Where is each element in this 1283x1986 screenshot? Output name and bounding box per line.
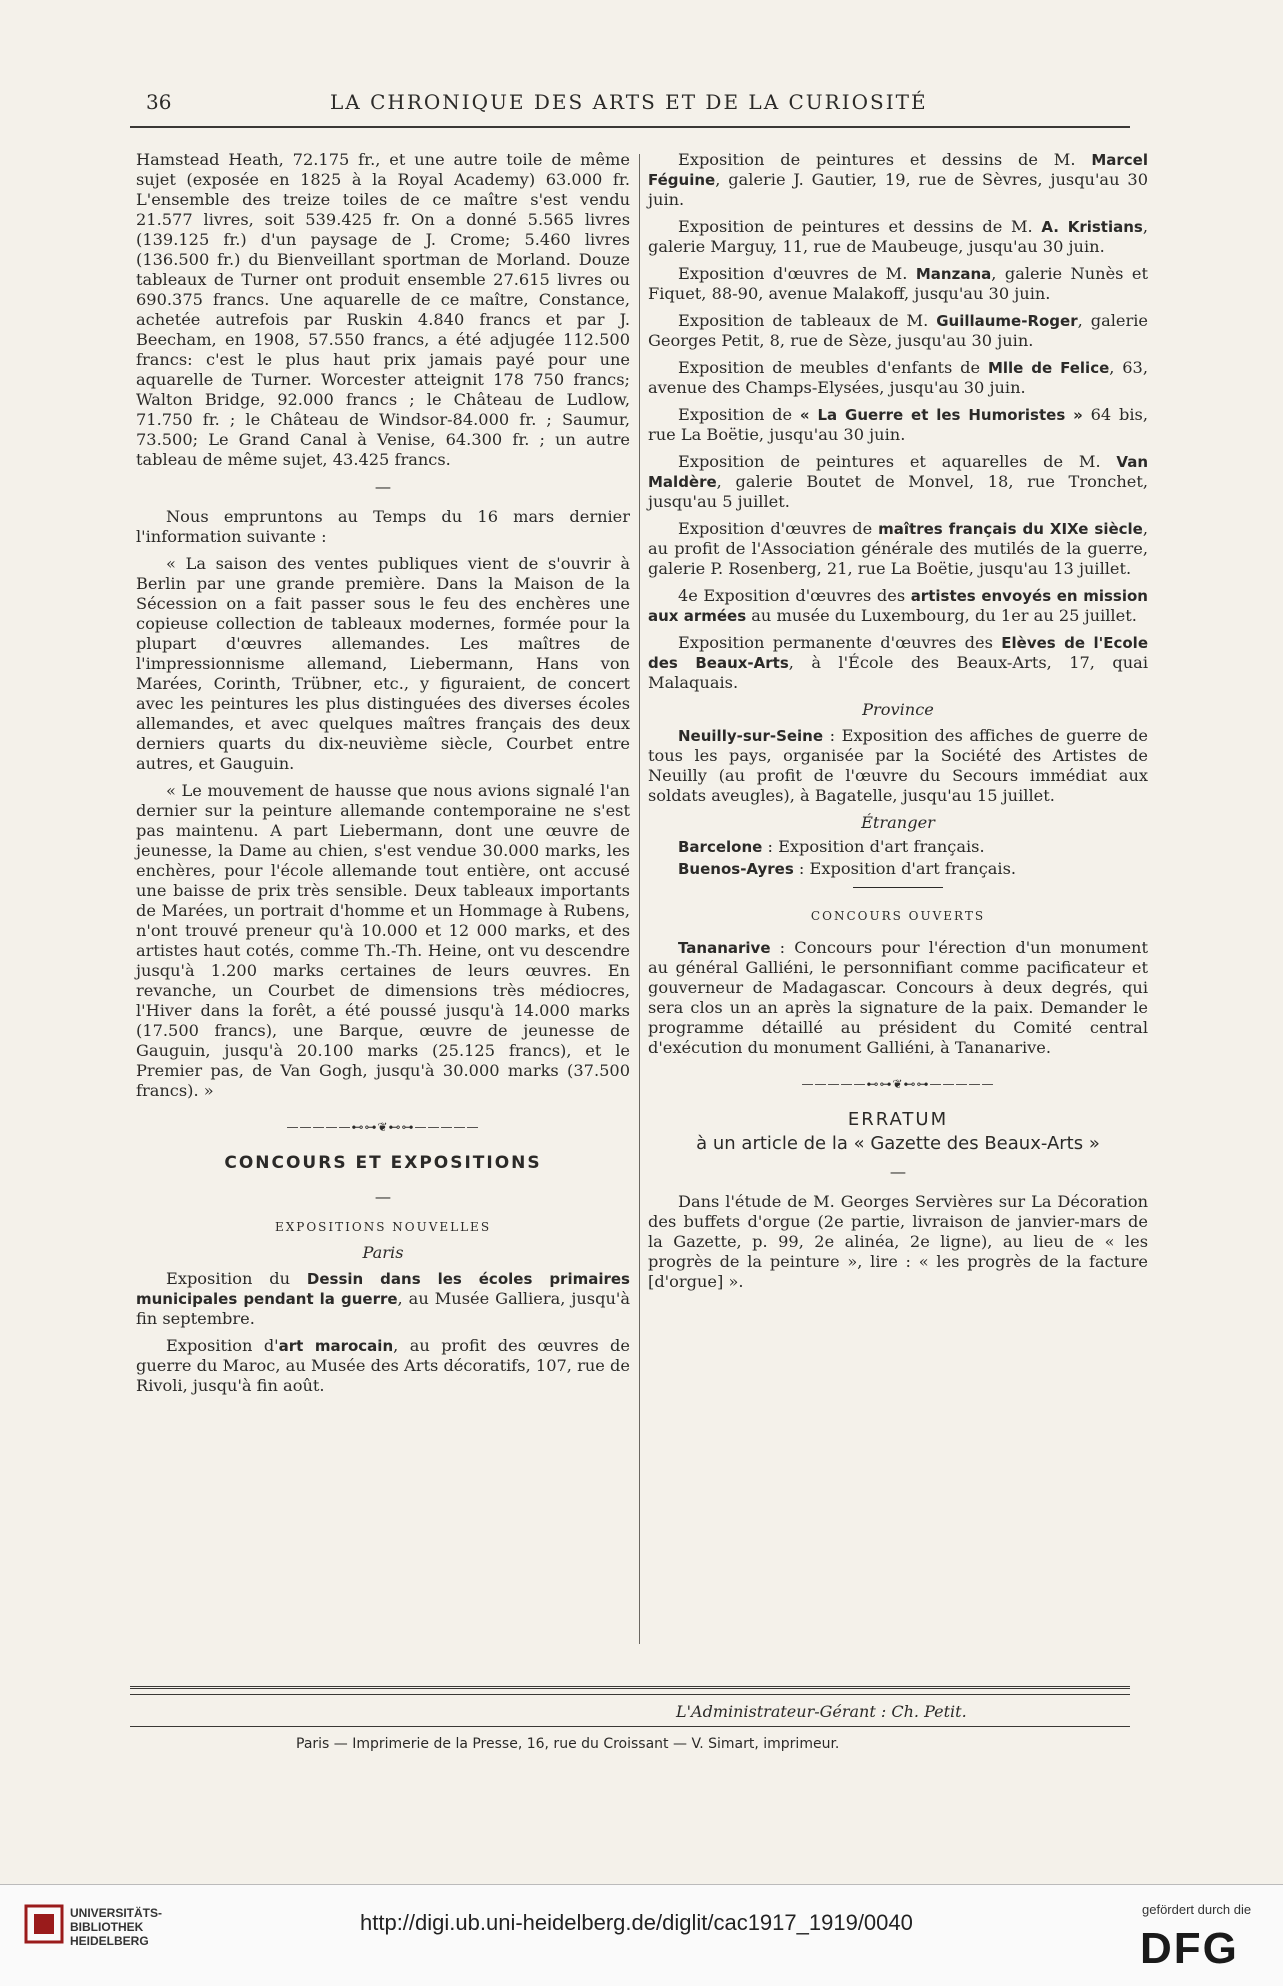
ornament-divider: —————⊷⊶❦⊷⊶—————: [801, 1077, 995, 1091]
exposition-item: Exposition de « La Guerre et les Humoristes » 64 bis, rue La Boëtie, jusqu'au 30 juin.: [648, 405, 1148, 444]
header-rule: [130, 126, 1130, 128]
column-rule: [639, 154, 640, 1644]
province-heading: Province: [862, 700, 934, 719]
erratum-text: Dans l'étude de M. Georges Servières sur La Décoration des buffets d'orgue (2e partie, livraison de janvier-mars de la Gazette, p. 99, 2e alinéa, 2e ligne), au lieu de « les progrès de la peinture », lire : « les progrès de la facture [d'orgue] ».: [648, 1192, 1148, 1291]
ornament-divider: —————⊷⊶❦⊷⊶—————: [286, 1120, 480, 1134]
exposition-item: Exposition d'œuvres de M. Manzana, galerie Nunès et Fiquet, 88-90, avenue Malakoff, jusqu'au 30 juin.: [648, 264, 1148, 303]
exposition-item: Exposition de peintures et aquarelles de M. Van Maldère, galerie Boutet de Monvel, 18, rue Tronchet, jusqu'au 5 juillet.: [648, 452, 1148, 511]
digitization-bar: [0, 1884, 1283, 1986]
exposition-item: Exposition permanente d'œuvres des Elèves de l'Ecole des Beaux-Arts, à l'École des Beaux-Arts, 17, quai Malaquais.: [648, 633, 1148, 692]
library-name: UNIVERSITÄTS- BIBLIOTHEK HEIDELBERG: [70, 1906, 163, 1948]
permalink-url[interactable]: http://digi.ub.uni-heidelberg.de/diglit/cac1917_1919/0040: [360, 1910, 913, 1935]
exposition-item: Exposition de tableaux de M. Guillaume-Roger, galerie Georges Petit, 8, rue de Sèze, jusqu'au 30 juin.: [648, 311, 1148, 350]
right-column: [648, 150, 1148, 1299]
footer-rule: [130, 1686, 1130, 1689]
section-title: CONCOURS ET EXPOSITIONS: [224, 1153, 542, 1173]
university-seal-icon: [22, 1902, 66, 1946]
running-header: [130, 86, 1130, 120]
exposition-item: Exposition d'œuvres de maîtres français du XIXe siècle, au profit de l'Association générale des mutilés de la guerre, galerie P. Rosenberg, 21, rue La Boëtie, jusqu'au 13 juillet.: [648, 519, 1148, 578]
paragraph-berlin-sale: « La saison des ventes publiques vient de s'ouvrir à Berlin par une grande première. Dans la Maison de la Sécession on a fait passer sous le feu des enchères une copieuse collection de tableaux modernes, formée pour la plupart d'œuvres allemandes. Les maîtres de l'impressionnisme allemand, Liebermann, Hans von Marées, Corinth, Trübner, etc., y figuraient, de concert avec les peintures les plus distinguées des diverses écoles allemandes, et avec quelques maîtres français des deux derniers quarts du dix-neuvième siècle, Courbet entre autres, et Gauguin.: [136, 554, 630, 773]
short-rule: [853, 887, 943, 888]
separator-dash: —: [889, 1162, 907, 1181]
imprint-line: Paris — Imprimerie de la Presse, 16, rue du Croissant — V. Simart, imprimeur.: [296, 1736, 840, 1752]
exposition-neuilly: Neuilly-sur-Seine : Exposition des affiches de guerre de tous les pays, organisée par la Société des Artistes de Neuilly (au profit de l'œuvre du Secours immédiat aux soldats aveugles), à Bagatelle, jusqu'au 15 juillet.: [648, 726, 1148, 805]
exposition-buenos-ayres: Buenos-Ayres : Exposition d'art français.: [678, 859, 1017, 878]
footer-rule: [130, 1726, 1130, 1727]
paragraph-turner-sales: Hamstead Heath, 72.175 fr., et une autre toile de même sujet (exposée en 1825 à la Royal Academy) 63.000 fr. L'ensemble des treize toiles de ce maître s'est vendu 21.577 livres, soit 539.425 fr. On a donné 5.565 livres (139.125 fr.) d'un paysage de J. Crome; 5.460 livres (136.500 fr.) du Bienveillant sportman de Morland. Douze tableaux de Turner ont produit ensemble 27.615 livres ou 690.375 francs. Une aquarelle de ce maître, Constance, achetée autrefois par Ruskin 4.840 francs et par J. Beecham, en 1908, 57.550 francs, a été adjugée 112.500 francs: c'est le plus haut prix jamais payé pour une aquarelle de Turner. Worcester atteignit 178 750 francs; Walton Bridge, 92.000 francs ; le Château de Ludlow, 71.750 fr. ; le Château de Windsor-84.000 fr. ; Saumur, 73.500; Le Grand Canal à Venise, 64.300 fr. ; un autre tableau de même sujet, 43.425 francs.: [136, 150, 630, 469]
exposition-barcelone: Barcelone : Exposition d'art français.: [678, 837, 985, 856]
separator-dash: —: [374, 1187, 392, 1206]
page-number: 36: [146, 90, 172, 114]
exposition-item: 4e Exposition d'œuvres des artistes envoyés en mission aux armées au musée du Luxembourg, du 1er au 25 juillet.: [648, 586, 1148, 625]
paragraph-temps-intro: Nous empruntons au Temps du 16 mars dernier l'information suivante :: [136, 507, 630, 546]
left-column: [136, 150, 630, 1403]
dfg-label: gefördert durch die: [1142, 1902, 1252, 1917]
gerant-line: L'Administrateur-Gérant : Ch. Petit.: [676, 1702, 967, 1721]
concours-tananarive: Tananarive : Concours pour l'érection d'un monument au général Galliéni, le personnifiant comme pacificateur et gouverneur de Madagascar. Concours à deux degrés, qui sera clos un an après la signature de la paix. Demander le programme détaillé au président du Comité central d'exécution du monument Galliéni, à Tananarive.: [648, 938, 1148, 1057]
exposition-item: Exposition de meubles d'enfants de Mlle de Felice, 63, avenue des Champs-Elysées, jusqu'au 30 juin.: [648, 358, 1148, 397]
paragraph-hausse: « Le mouvement de hausse que nous avions signalé l'an dernier sur la peinture allemande contemporaine ne s'est pas maintenu. A part Liebermann, dont une œuvre de jeunesse, la Dame au chien, s'est vendue 30.000 marks, les enchères, pour l'école allemande tout entière, ont accusé une baisse de prix très sensible. Deux tableaux importants de Marées, un portrait d'homme et un Hommage à Rubens, n'ont trouvé preneur qu'à 10.000 et 12 000 marks, et des artistes haut cotés, comme Th.-Th. Heine, ont vu descendre jusqu'à 1.200 marks certaines de leurs œuvres. En revanche, un Courbet de dimensions très médiocres, l'Hiver dans la forêt, a été poussé jusqu'à 14.000 marks (17.500 francs), une Barque, œuvre de jeunesse de Gauguin, jusqu'à 20.100 marks (25.125 francs), et le Premier pas, de Van Gogh, jusqu'à 30.000 marks (37.500 francs). »: [136, 781, 630, 1100]
exposition-dessin: Exposition du Dessin dans les écoles primaires municipales pendant la guerre, au Musée Galliera, jusqu'à fin septembre.: [136, 1269, 630, 1328]
footer-rule: [130, 1694, 1130, 1695]
running-title: LA CHRONIQUE DES ARTS ET DE LA CURIOSITÉ: [330, 90, 928, 114]
subsection-title: EXPOSITIONS NOUVELLES: [274, 1220, 492, 1234]
exposition-item: Exposition de peintures et dessins de M. Marcel Féguine, galerie J. Gautier, 19, rue de Sèvres, jusqu'au 30 juin.: [648, 150, 1148, 209]
dfg-logo: DFG: [1140, 1924, 1239, 1973]
concours-title: CONCOURS OUVERTS: [810, 909, 986, 923]
exposition-art-marocain: Exposition d'art marocain, au profit des œuvres de guerre du Maroc, au Musée des Arts décoratifs, 107, rue de Rivoli, jusqu'à fin août.: [136, 1336, 630, 1395]
paris-heading: Paris: [362, 1243, 404, 1262]
erratum-subtitle: à un article de la « Gazette des Beaux-Arts »: [696, 1133, 1100, 1154]
exposition-item: Exposition de peintures et dessins de M. A. Kristians, galerie Marguy, 11, rue de Maubeuge, jusqu'au 30 juin.: [648, 217, 1148, 256]
etranger-heading: Étranger: [861, 813, 935, 832]
erratum-title: ERRATUM: [847, 1109, 949, 1130]
separator-dash: —: [374, 477, 392, 496]
